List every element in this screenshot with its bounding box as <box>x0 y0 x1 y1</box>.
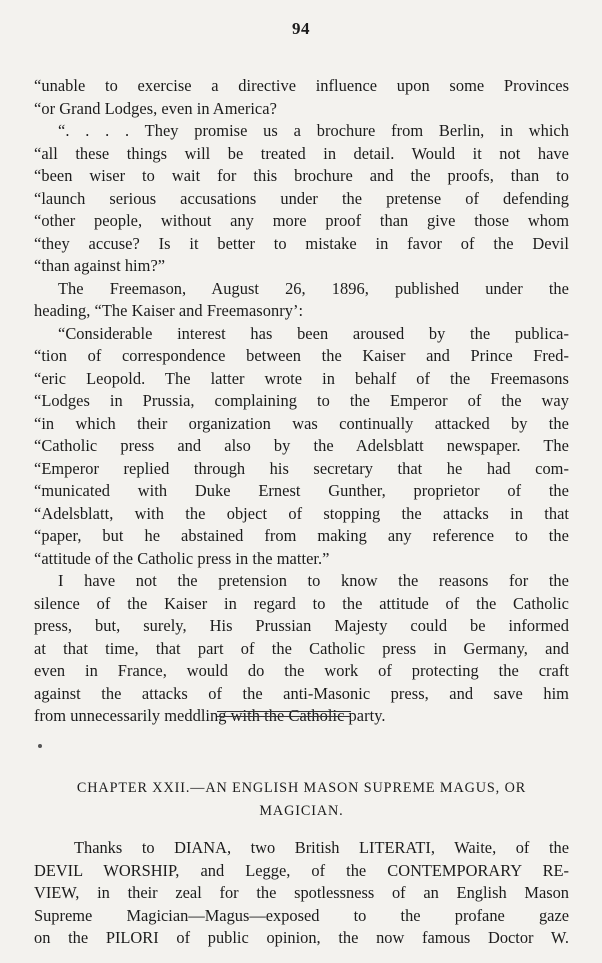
text-line: “launch serious accusations under the pretense of defending <box>34 188 569 208</box>
text-line: “eric Leopold. The latter wrote in behalf of the Freemasons <box>34 368 569 388</box>
text-line: “in which their organization was continually attacked by the <box>34 413 569 433</box>
text-line: “tion of correspondence between the Kaiser and Prince Fred- <box>34 346 569 365</box>
text-line: “. . . . They promise us a brochure from Berlin, in which <box>58 121 569 140</box>
text-line: “municated with Duke Ernest Gunther, proprietor of the <box>34 481 569 500</box>
chapter-text <box>34 837 569 950</box>
text-line: on the PILORI of public opinion, the now famous Doctor W. <box>34 928 569 947</box>
section-divider-top <box>217 711 351 712</box>
text-line: “been wiser to wait for this brochure and the proofs, than to <box>34 166 569 185</box>
text-line: “Catholic press and also by the Adelsblatt newspaper. The <box>34 436 569 455</box>
text-line: press, but, surely, His Prussian Majesty could be informed <box>34 616 569 635</box>
text-line: “they accuse? Is it better to mistake in favor of the Devil <box>34 233 569 253</box>
ink-speck <box>38 744 42 748</box>
text-line: “all these things will be treated in detail. Would it not have <box>34 143 569 163</box>
page-number: 94 <box>292 19 310 38</box>
text-line: “paper, but he abstained from making any reference to the <box>34 526 569 545</box>
chapter-heading-line: CHAPTER XXII.—AN ENGLISH MASON SUPREME MAGUS, OR <box>76 780 527 796</box>
text-line: “Lodges in Prussia, complaining to the Emperor of the way <box>34 391 569 410</box>
text-line: silence of the Kaiser in regard to the attitude of the Catholic <box>34 593 569 613</box>
text-line: Supreme Magician—Magus—exposed to the profane gaze <box>34 905 569 925</box>
text-line: The Freemason, August 26, 1896, published under the <box>58 278 569 298</box>
text-line: I have not the pretension to know the reasons for the <box>58 571 569 590</box>
chapter-heading-line: MAGICIAN. <box>259 803 344 819</box>
section-divider-bottom <box>217 716 351 717</box>
text-line: “than against him?” <box>34 256 166 275</box>
text-line: against the attacks of the anti-Masonic press, and save him <box>34 683 569 703</box>
text-line: VIEW, in their zeal for the spotlessness of an English Mason <box>34 883 569 902</box>
chapter-heading <box>34 777 569 823</box>
text-line: “Considerable interest has been aroused by the publica- <box>58 323 569 343</box>
text-line: at that time, that part of the Catholic press in Germany, and <box>34 638 569 658</box>
body-text <box>34 75 569 728</box>
text-line: “unable to exercise a directive influence upon some Provinces <box>34 76 569 95</box>
text-line: even in France, would do the work of protecting the craft <box>34 661 569 680</box>
text-line: DEVIL WORSHIP, and Legge, of the CONTEMPORARY RE- <box>34 860 569 880</box>
text-line: “attitude of the Catholic press in the matter.” <box>34 548 330 568</box>
text-line: “other people, without any more proof than give those whom <box>34 211 569 230</box>
text-line: from unnecessarily meddling with the Catholic party. <box>34 706 386 725</box>
text-line: “or Grand Lodges, even in America? <box>34 98 277 118</box>
text-line: “Emperor replied through his secretary that he had com- <box>34 458 569 478</box>
text-line: “Adelsblatt, with the object of stopping the attacks in that <box>34 503 569 523</box>
text-line: Thanks to DIANA, two British LITERATI, Waite, of the <box>74 838 569 857</box>
text-line: heading, “The Kaiser and Freemasonry’: <box>34 301 304 320</box>
